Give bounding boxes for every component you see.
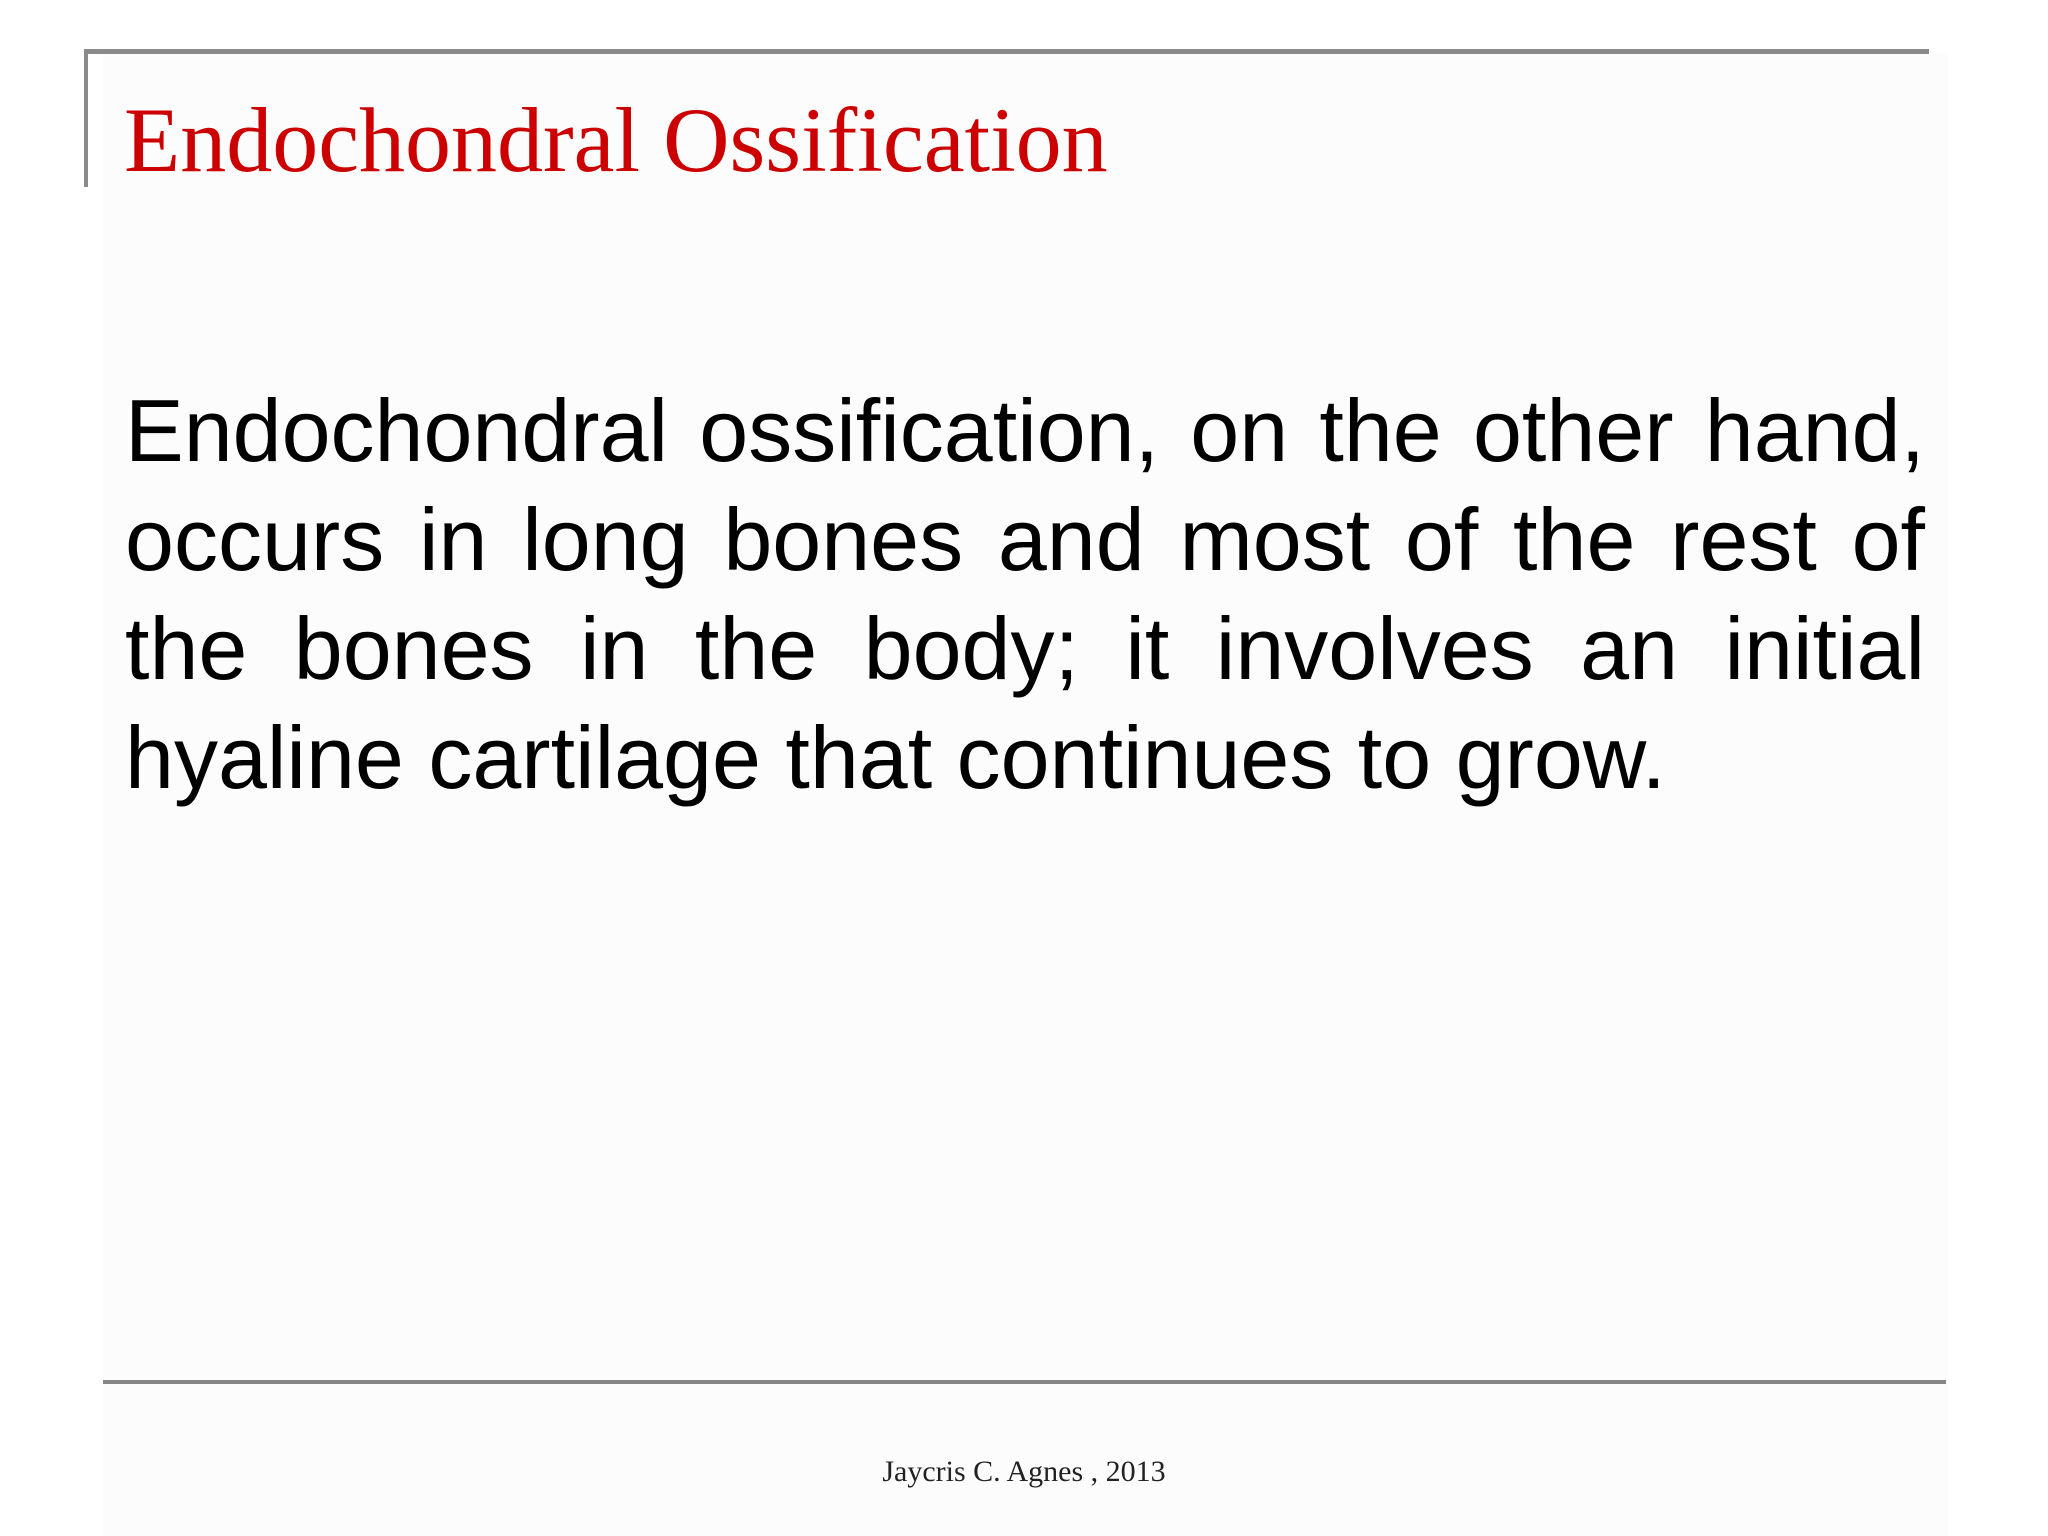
left-rule-divider xyxy=(84,49,88,187)
bottom-rule-divider xyxy=(103,1380,1946,1384)
slide-body-text: Endochondral ossification, on the other hand, occurs in long bones and most of the rest of the bones in the body; it involves an initial hyaline cartilage that continues to grow. xyxy=(125,381,1925,807)
slide-title: Endochondral Ossification xyxy=(124,89,1108,191)
slide-footer: Jaycris C. Agnes , 2013 xyxy=(882,1455,1166,1488)
top-rule-divider xyxy=(84,49,1929,54)
